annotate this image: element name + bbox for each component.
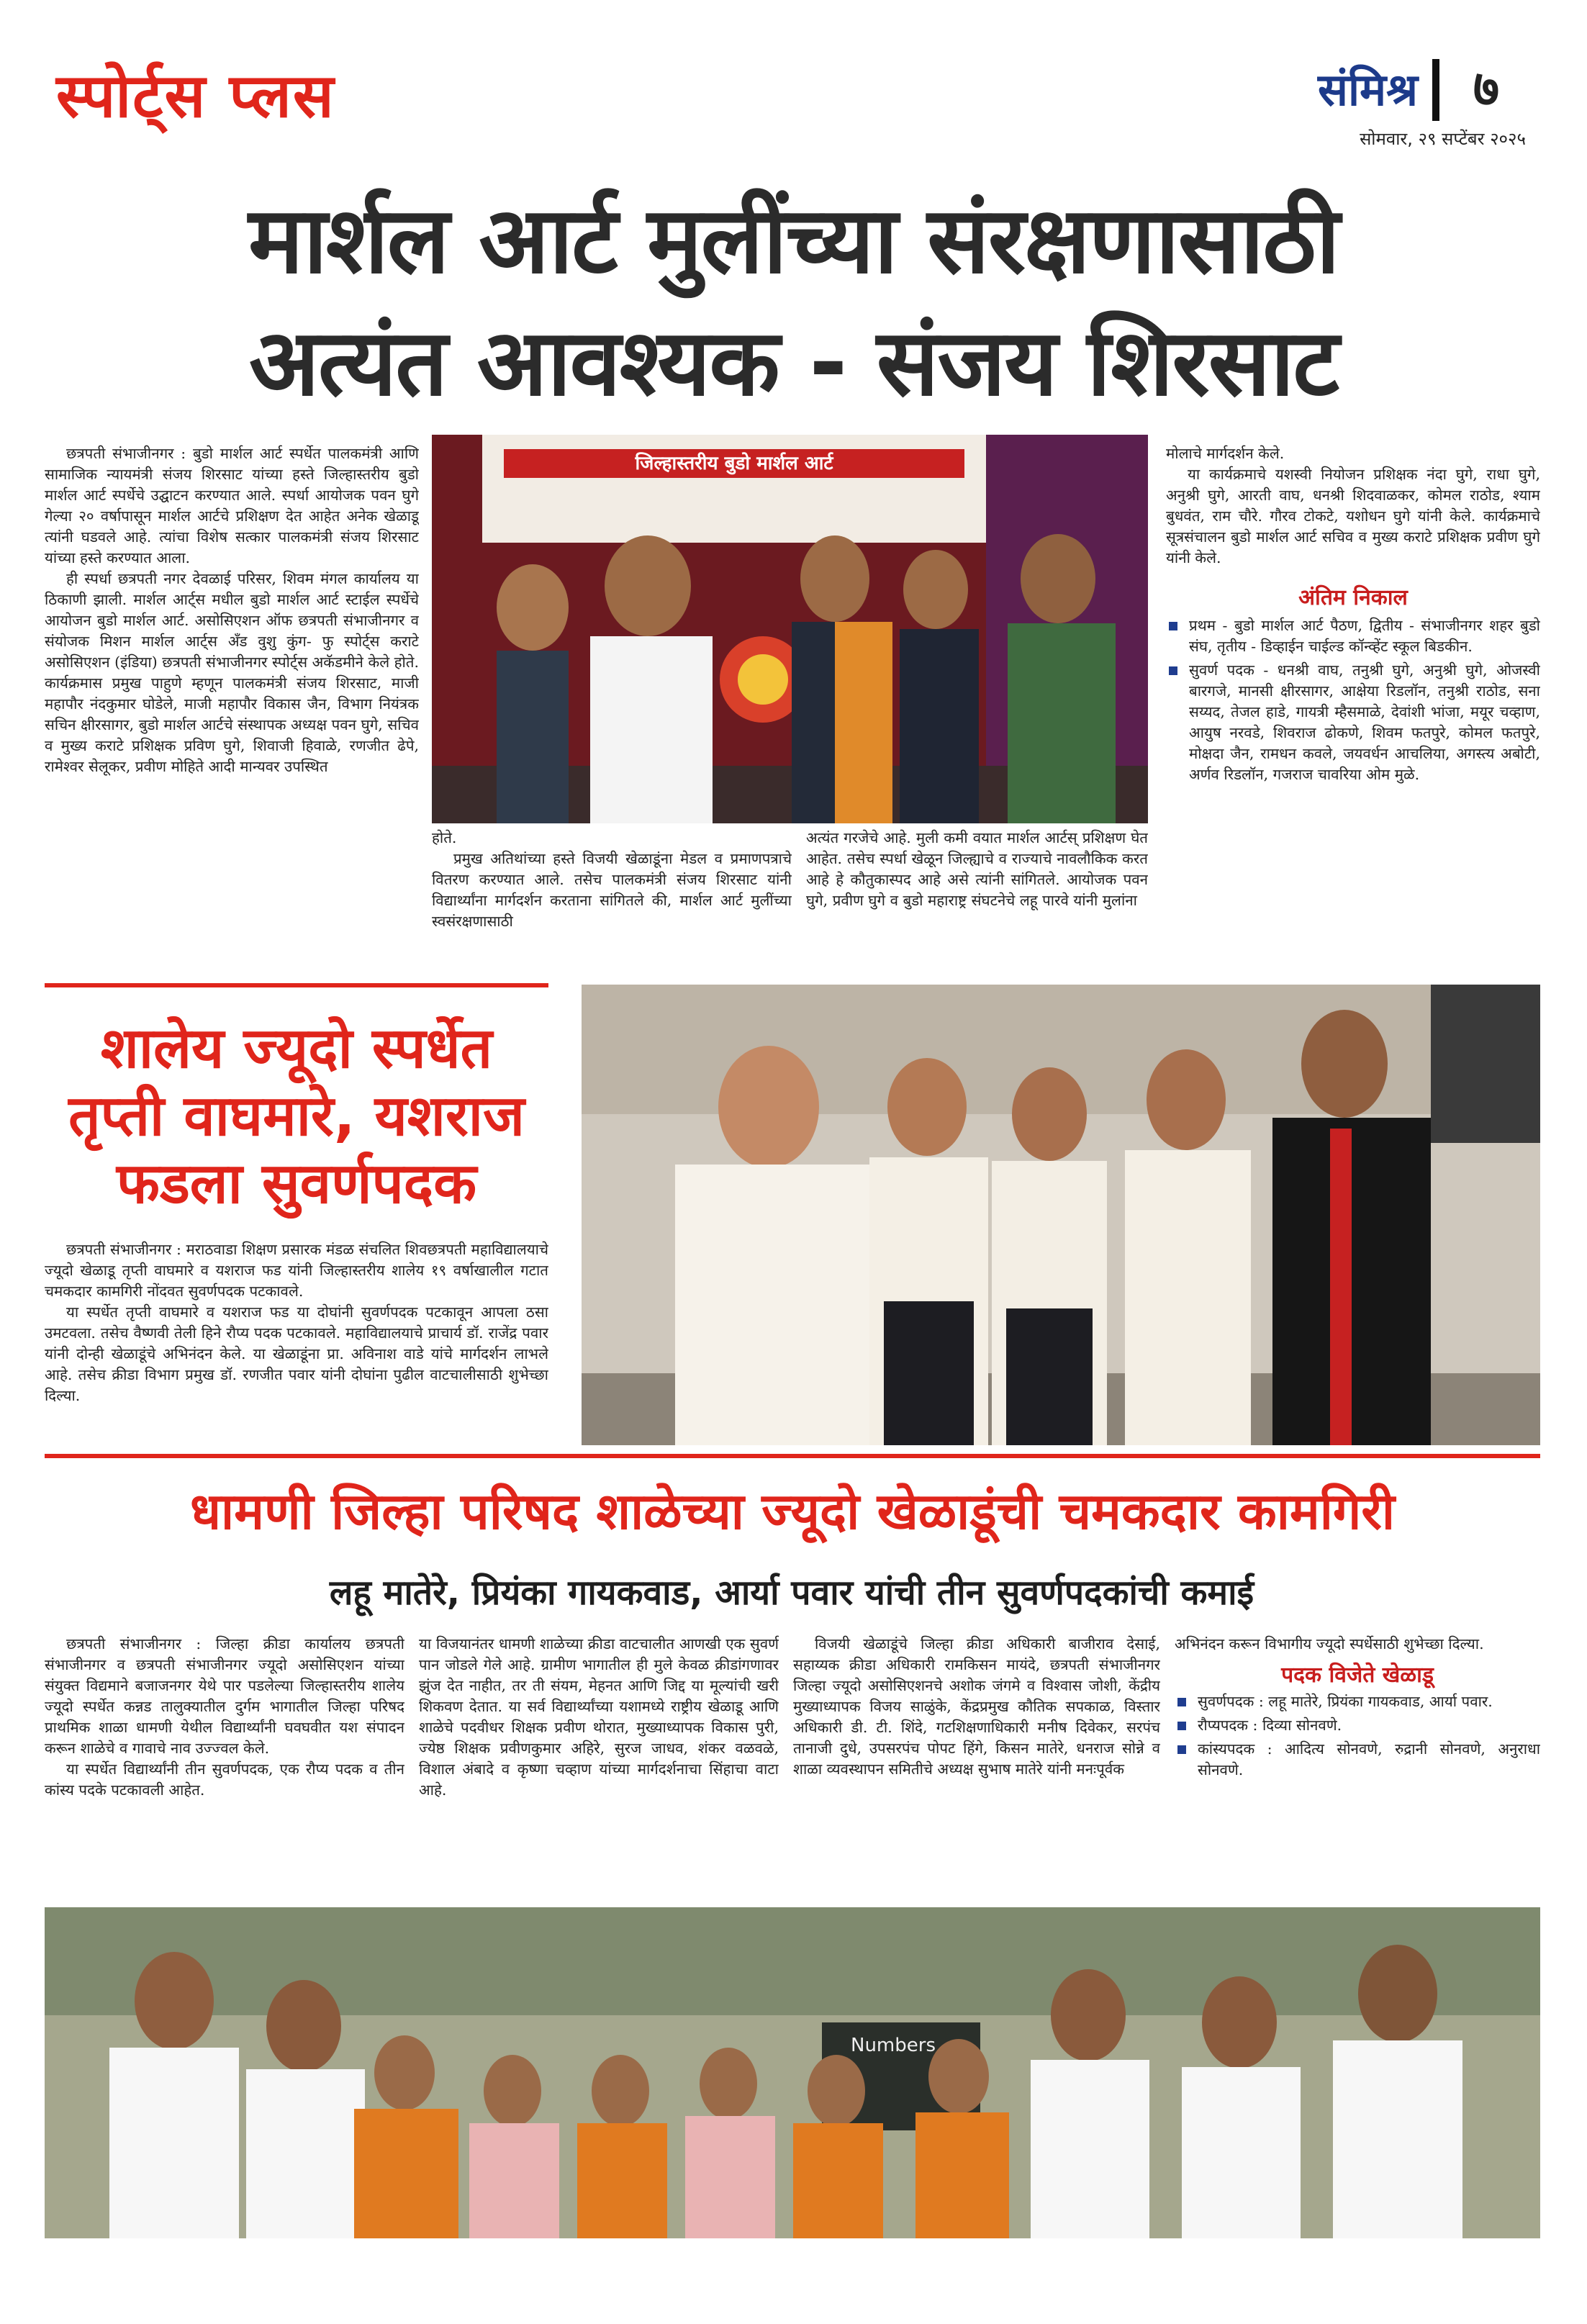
story3-column-2 [419,1634,779,1900]
story2-headline-line: शालेय ज्यूदो स्पर्धेत [100,1016,493,1081]
story2-photo [582,985,1540,1445]
story2-body [45,1239,548,1455]
story3-column-3 [793,1634,1160,1900]
winners-title: पदक विजेते खेळाडू [1281,1663,1434,1688]
story3-photo [45,1907,1540,2238]
story3-para-2: या स्पर्धेत विद्यार्थ्यांनी तीन सुवर्णपदक, एक रौप्य पदक व तीन कांस्य पदके पटकावली आहेत. [45,1760,404,1799]
story3-para-4: विजयी खेळाडूंचे जिल्हा क्रीडा अधिकारी बाजीराव देसाई, सहाय्यक क्रीडा अधिकारी रामकिसन मायंदे, छत्रपती संभाजीनगर जिल्हा ज्यूदो असोसिएशनचे अशोक जंगमे व विश्वास जोशी, केंद्रीय मुख्याध्यापक विजय साळुंके, केंद्रप्रमुख कौतिक सपकाळ, विस्तार अधिकारी डी. टी. शिंदे, गटशिक्षणाधिकारी मनीष दिवेकर, सरपंच तानाजी दुधे, उपसरपंच पोपट हिंगे, किसन मातेरे, धनराज सोन्ने व शाळा व्यवस्थापन समितीचे अध्यक्ष सुभाष मातेरे यांनी मनःपूर्वक [793,1635,1160,1778]
lead-para-6: मोलाचे मार्गदर्शन केले. [1166,445,1285,462]
story2-para-2: या स्पर्धेत तृप्ती वाघमारे व यशराज फड या दोघांनी सुवर्णपदक पटकावून आपला ठसा उमटवला. तसेच वैष्णवी तेली हिने रौप्य पदक पटकावले. महाविद्यालयाचे प्राचार्य डॉ. राजेंद्र पवार यांनी दोन्ही खेळाडूंचे अभिनंदन केले. या खेळाडूंना प्रा. अविनाश वाडे यांचे मार्गदर्शन लाभले आहे. तसेच क्रीडा विभाग प्रमुख डॉ. रणजीत पवार यांनी दोघांना पुढील वाटचालीसाठी शुभेच्छा दिल्या. [45,1303,548,1404]
story3-para-3: या विजयानंतर धामणी शाळेच्या क्रीडा वाटचालीत आणखी एक सुवर्ण पान जोडले गेले आहे. ग्रामीण भागातील ही मुले केवळ क्रीडांगणावर झुंज देत नाहीत, तर ती संयम, मेहनत आणि जिद्द या मूल्यांची खरी शिकवण देतात. या सर्व विद्यार्थ्यांच्या यशामध्ये राष्ट्रीय खेळाडू आणि शाळेचे पदवीधर शिक्षक प्रवीण थोरात, मुख्याध्यापक विकास पुरी, ज्येष्ठ शिक्षक प्रवीणकुमार अहिरे, सुरज जाधव, शंकर वळवळे, विशाल अंबादे व कृष्णा चव्हाण यांच्या मार्गदर्शनाचा सिंहाचा वाटा आहे. [419,1635,779,1799]
winners-item: सुवर्णपदक : लहू मातेरे, प्रियंका गायकवाड, आर्या पवार. [1175,1691,1540,1712]
lead-column-1 [45,443,419,976]
results-title: अंतिम निकाल [1298,585,1408,610]
lead-para-2: ही स्पर्धा छत्रपती नगर देवळाई परिसर, शिवम मंगल कार्यालय या ठिकाणी झाली. मार्शल आर्ट्स मधील बुडो मार्शल आर्ट स्टाईल स्पर्धेचे आयोजन बुडो मार्शल आर्ट. असोसिएशन ऑफ छत्रपती संभाजीनगर व संयोजक मिशन मार्शल आर्ट्स अँड वुशु कुंग- फु स्पोर्ट्स कराटे असोसिएशन (इंडिया) छत्रपती संभाजीनगर स्पोर्ट्स अकॅडमीने केले होते. कार्यक्रमास प्रमुख पाहुणे म्हणून पालकमंत्री संजय शिरसाट, माजी महापौर नंदकुमार घोडेले, माजी महापौर विकास जैन, विभाग नियंत्रक सचिन क्षीरसागर, बुडो मार्शल आर्टचे संस्थापक अध्यक्ष पवन घुगे, सचिव व मुख्य कराटे प्रशिक्षक प्रविण घुगे, शिवाजी हिवाळे, रणजीत ढेपे, रामेश्वर सेलूकर, प्रवीण मोहिते आदी मान्यवर उपस्थित [45,570,419,775]
lead-headline-line1: मार्शल आर्ट मुलींच्या संरक्षणासाठी [248,187,1339,294]
brand-name: संमिश्र [1318,63,1418,116]
lead-para-1: छत्रपती संभाजीनगर : बुडो मार्शल आर्ट स्पर्धेत पालकमंत्री आणि सामाजिक न्यायमंत्री संजय शिरसाट यांच्या हस्ते जिल्हास्तरीय बुडो मार्शल आर्ट स्पर्धेचे उद्घाटन करण्यात आले. स्पर्धा आयोजक पवन घुगे गेल्या २० वर्षापासून मार्शल आर्टचे प्रशिक्षण देत आहेत अनेक खेळाडू त्यांनी घडवले आहे. त्यांचा विशेष सत्कार पालकमंत्री संजय शिरसाट यांच्या हस्ते करण्यात आला. [45,445,419,566]
winners-item: रौप्यपदक : दिव्या सोनवणे. [1175,1715,1540,1736]
winners-list [1175,1691,1540,1781]
story2-headline [45,1015,548,1231]
story2-photo-art [582,985,1540,1445]
page-number: ७ [1473,59,1500,118]
story3-headline: धामणी जिल्हा परिषद शाळेच्या ज्यूदो खेळाडूंची चमकदार कामगिरी [189,1482,1396,1541]
results-list [1166,615,1540,785]
section-title: स्पोर्ट्स प्लस [56,60,335,131]
story2-headline-line: फडला सुवर्णपदक [116,1152,477,1216]
story3-photo-art [45,1907,1540,2238]
story2-para-1: छत्रपती संभाजीनगर : मराठवाडा शिक्षण प्रसारक मंडळ संचलित शिवछत्रपती महाविद्यालयाचे ज्यूदो खेळाडू तृप्ती वाघमारे व यशराज फड यांनी जिल्हास्तरीय शालेय १९ वर्षाखालील गटात चमकदार कामगिरी नोंदवत सुवर्णपदक पटकावले. [45,1241,548,1300]
lead-headline-line2: अत्यंत आवश्यक - संजय शिरसाट [249,309,1338,417]
lead-para-3: होते. [432,829,457,846]
banner-text: जिल्हास्तरीय बुडो मार्शल आर्ट [635,453,833,474]
story3-column-1 [45,1634,404,1900]
winners-item: कांस्यपदक : आदित्य सोनवणे, रुद्रानी सोनवणे, अनुराधा सोनवणे. [1175,1739,1540,1781]
results-item: सुवर्ण पदक - धनश्री वाघ, तनुश्री घुगे, अनुश्री घुगे, ओजस्वी बारगजे, मानसी क्षीरसागर, आक्षेया रिडलॉन, तनुश्री राठोड, सना सय्यद, तेजल हाडे, गायत्री म्हैसमाळे, देवांशी भांजा, मयूर चव्हाण, आयुष नरवडे, शिवराज ढोकणे, शिवम फतपुरे, कोमल फतपुरे, मोक्षदा जैन, रामधन कवले, जयवर्धन आचलिया, अगस्त्य अबोटी, अर्णव रिडलॉन, गजराज चावरिया ओम मुळे. [1166,660,1540,785]
results-item: प्रथम - बुडो मार्शल आर्ट पैठण, द्वितीय - संभाजीनगर शहर बुडो संघ, तृतीय - डिव्हाईन चाईल्ड कॉन्व्हेंट स्कूल बिडकीन. [1166,615,1540,657]
lead-column-4 [1166,443,1540,976]
story3-para-1: छत्रपती संभाजीनगर : जिल्हा क्रीडा कार्यालय छत्रपती संभाजीनगर व छत्रपती संभाजीनगर ज्यूदो असोसिएशन यांच्या संयुक्त विद्यमाने बजाजनगर येथे पार पडलेल्या जिल्हास्तरीय शालेय ज्यूदो स्पर्धेत कन्नड तालुक्यातील दुर्गम भागातील जिल्हा परिषद प्राथमिक शाळा धामणी येथील विद्यार्थ्यांनी घवघवीत यश संपादन करून शाळेचे व गावाचे नाव उज्ज्वल केले. [45,1635,404,1757]
board-text: Numbers [851,2035,936,2056]
lead-photo [432,435,1148,823]
lead-column-2 [432,828,792,972]
story2-headline-line: तृप्ती वाघमारे, यशराज [68,1084,525,1149]
story3-para-5: अभिनंदन करून विभागीय ज्यूदो स्पर्धेसाठी शुभेच्छा दिल्या. [1175,1635,1484,1652]
lead-para-7: या कार्यक्रमाचे यशस्वी नियोजन प्रशिक्षक नंदा घुगे, राधा घुगे, अनुश्री घुगे, आरती वाघ, धनश्री शिदवाळकर, कोमल राठोड, श्याम बुधवंत, राम चौरे. गौरव टोकटे, यशोधन घुगे यांनी केले. कार्यक्रमाचे सूत्रसंचालन बुडो मार्शल आर्ट सचिव व मुख्य कराटे प्रशिक्षक प्रवीण घुगे यांनी केले. [1166,466,1540,566]
story3-column-4 [1175,1634,1540,1900]
lead-headline [43,180,1544,439]
lead-para-5: अत्यंत गरजेचे आहे. मुली कमी वयात मार्शल आर्टस् प्रशिक्षण घेत आहेत. तसेच स्पर्धा खेळून जिल्ह्याचे व राज्याचे नावलौकिक करत आहे हे कौतुकास्पद आहे असे त्यांनी सांगितले. आयोजक पवन घुगे, प्रवीण घुगे व बुडो महाराष्ट्र संघटनेचे लहू पारवे यांनी मुलांना [806,829,1148,909]
lead-para-4: प्रमुख अतिथांच्या हस्ते विजयी खेळाडूंना मेडल व प्रमाणपत्राचे वितरण करण्यात आले. तसेच पालकमंत्री संजय शिरसाट यांनी विद्यार्थ्यांना मार्गदर्शन करताना सांगितले की, मार्शल आर्ट मुलींच्या स्वसंरक्षणासाठी [432,850,792,930]
story3-rule [45,1454,1540,1458]
story2-rule [45,983,548,987]
lead-photo-art [432,435,1148,823]
issue-date: सोमवार, २९ सप्टेंबर २०२५ [1360,129,1526,149]
lead-column-3 [806,828,1148,972]
brand-divider [1432,59,1439,121]
story3-deck: लहू मातेरे, प्रियंका गायकवाड, आर्या पवार यांची तीन सुवर्णपदकांची कमाई [329,1573,1254,1613]
